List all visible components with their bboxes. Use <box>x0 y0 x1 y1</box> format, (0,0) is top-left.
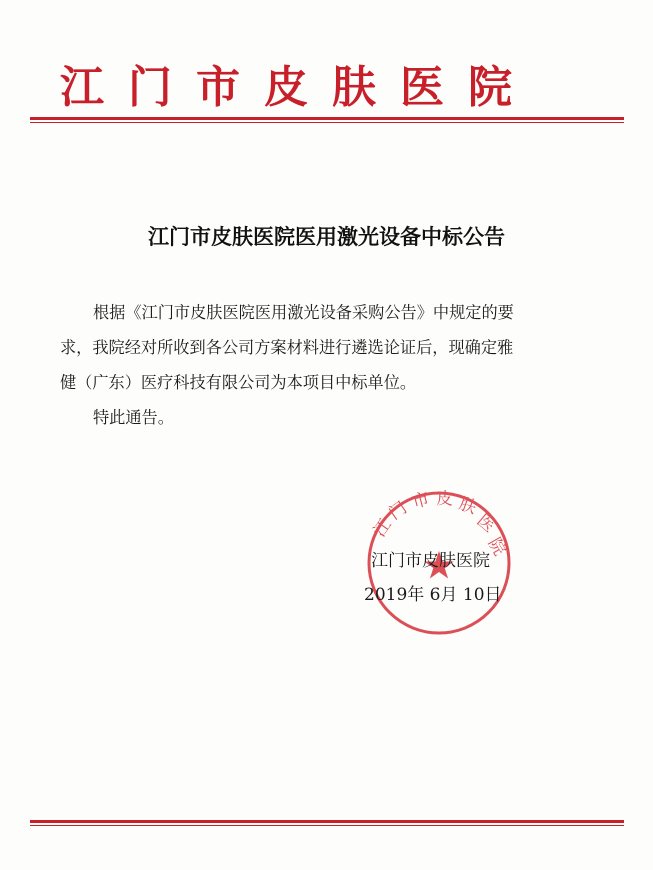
svg-text:肤: 肤 <box>456 493 480 519</box>
footer-rule-thick <box>30 820 624 823</box>
letterhead-rule-thin <box>30 122 624 123</box>
svg-text:皮: 皮 <box>435 489 454 510</box>
svg-text:江: 江 <box>369 515 396 541</box>
footer-rule-thin <box>30 825 624 826</box>
issuer-signature: 江门市皮肤医院 <box>371 551 490 571</box>
paragraph-line: 求，我院经对所收到各公司方案材料进行遴选论证后，现确定雅 <box>60 338 514 357</box>
notice-title: 江门市皮肤医院医用激光设备中标公告 <box>148 225 505 249</box>
svg-text:门: 门 <box>385 497 411 525</box>
closing-text: 特此通告。 <box>93 408 174 427</box>
issue-date: 2019年 6月 10日 <box>364 585 502 605</box>
paragraph-line: 健（广东）医疗科技有限公司为本项目中标单位。 <box>60 373 417 392</box>
svg-text:院: 院 <box>483 534 510 560</box>
svg-text:市: 市 <box>410 489 432 513</box>
svg-text:医: 医 <box>472 510 499 537</box>
letterhead-rule-thick <box>30 117 624 120</box>
letterhead-title: 江门市皮肤医院 <box>60 62 536 113</box>
paragraph-line: 根据《江门市皮肤医院医用激光设备采购公告》中规定的要 <box>93 303 514 322</box>
